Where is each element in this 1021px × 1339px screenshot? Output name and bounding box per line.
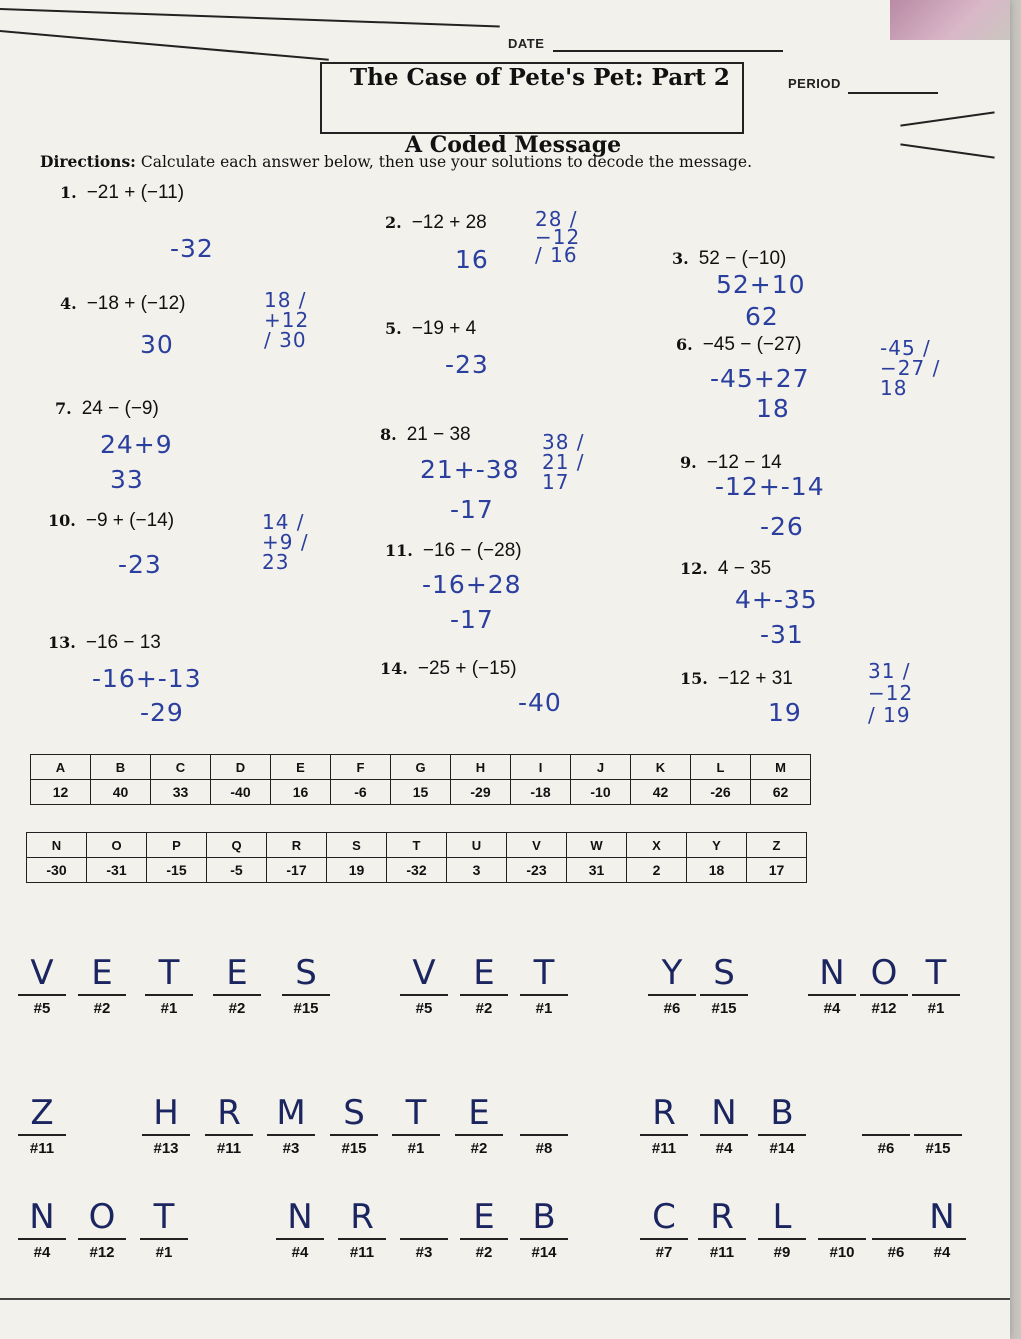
problem-ref-label: #8 [535, 1140, 553, 1157]
answer-letter: L [772, 1197, 792, 1237]
key-cell: K [631, 755, 691, 780]
work-11a: -16+28 [422, 570, 522, 599]
problem-ref-label: #3 [282, 1140, 300, 1157]
key-cell: U [447, 833, 507, 858]
work-1: -32 [170, 234, 214, 263]
answer-line [758, 1238, 806, 1240]
problem-ref-label: #5 [415, 1000, 433, 1017]
answer-line [700, 1134, 748, 1136]
problem-ref-label: #6 [663, 1000, 681, 1017]
problem-ref-label: #5 [33, 1000, 51, 1017]
key-cell: -40 [211, 780, 271, 805]
problem-ref-label: #4 [291, 1244, 309, 1261]
answer-letter: T [405, 1093, 427, 1133]
answer-blank[interactable] [78, 952, 126, 1017]
problem-ref-label: #12 [89, 1244, 115, 1261]
work-9a: -12+-14 [715, 472, 825, 501]
answer-letter: Z [30, 1093, 54, 1133]
answer-letter: S [343, 1093, 365, 1133]
date-label: DATE [508, 36, 545, 51]
answer-line [700, 994, 748, 996]
work-15-column: 31 / −12 / 19 [868, 659, 914, 727]
answer-blank[interactable] [18, 1196, 66, 1261]
answer-line [140, 1238, 188, 1240]
problem-ref-label: #1 [160, 1000, 178, 1017]
work-13b: -29 [140, 698, 184, 727]
answer-letter: T [533, 953, 555, 993]
key-cell: -15 [147, 858, 207, 883]
answer-blank[interactable] [862, 1092, 910, 1157]
answer-letter: T [153, 1197, 175, 1237]
key-cell: -29 [451, 780, 511, 805]
problem-ref-label: #1 [535, 1000, 553, 1017]
answer-line [205, 1134, 253, 1136]
problem-3: 3. 52 − (−10) [672, 248, 787, 269]
answer-line [520, 1238, 568, 1240]
answer-line [758, 1134, 806, 1136]
problem-2: 2. −12 + 28 [385, 212, 487, 233]
problem-8: 8. 21 − 38 [380, 424, 471, 445]
work-13a: -16+-13 [92, 664, 202, 693]
answer-line [460, 1238, 508, 1240]
answer-line [640, 1238, 688, 1240]
answer-blank[interactable] [213, 952, 261, 1017]
answer-blank[interactable] [872, 1196, 920, 1261]
answer-blank[interactable] [282, 952, 330, 1017]
answer-blank[interactable] [640, 1196, 688, 1261]
answer-line [808, 994, 856, 996]
problem-ref-label: #2 [470, 1140, 488, 1157]
answer-line [460, 994, 508, 996]
key-cell: O [87, 833, 147, 858]
key-cell: -23 [507, 858, 567, 883]
work-2: 16 [455, 245, 489, 274]
problem-ref-label: #4 [33, 1244, 51, 1261]
directions [40, 152, 1000, 172]
key-cell: -30 [27, 858, 87, 883]
answer-blank[interactable] [918, 1196, 966, 1261]
problem-ref-label: #11 [29, 1140, 55, 1157]
answer-line [267, 1134, 315, 1136]
key-cell: T [387, 833, 447, 858]
work-3b: 62 [745, 302, 779, 331]
answer-letter [914, 1092, 962, 1134]
page-title: The Case of Pete's Pet: Part 2 [350, 64, 730, 91]
key-cell: X [627, 833, 687, 858]
key-cell: H [451, 755, 511, 780]
key-cell: M [751, 755, 811, 780]
key-cell: G [391, 755, 451, 780]
work-6b: 18 [756, 394, 790, 423]
answer-letter: V [30, 953, 54, 993]
key-cell: -6 [331, 780, 391, 805]
work-15: 19 [768, 698, 802, 727]
answer-letter: E [226, 953, 248, 993]
problem-ref-label: #12 [871, 1000, 897, 1017]
key-cell: 33 [151, 780, 211, 805]
problem-ref-label: #2 [475, 1244, 493, 1261]
answer-blank[interactable] [700, 1092, 748, 1157]
work-10: -23 [118, 550, 162, 579]
problem-4: 4. −18 + (−12) [60, 293, 186, 314]
answer-line [276, 1238, 324, 1240]
answer-line [698, 1238, 746, 1240]
problem-ref-label: #7 [655, 1244, 673, 1261]
answer-letter: O [88, 1197, 116, 1237]
key-cell: -31 [87, 858, 147, 883]
answer-letter: N [287, 1197, 313, 1237]
answer-line [18, 994, 66, 996]
answer-letter: H [153, 1093, 179, 1133]
problem-10: 10. −9 + (−14) [48, 510, 175, 531]
answer-letter: N [29, 1197, 55, 1237]
problem-6: 6. −45 − (−27) [676, 334, 802, 355]
answer-blank[interactable] [520, 1196, 568, 1261]
problem-ref-label: #11 [709, 1244, 735, 1261]
answer-blank[interactable] [145, 952, 193, 1017]
answer-letter: R [217, 1093, 241, 1133]
key-cell: L [691, 755, 751, 780]
work-8a: 21+-38 [420, 455, 520, 484]
problem-ref-label: #1 [407, 1140, 425, 1157]
problem-ref-label: #15 [293, 1000, 319, 1017]
directions-label: Directions: [40, 152, 136, 171]
key-cell: 15 [391, 780, 451, 805]
answer-blank[interactable] [455, 1092, 503, 1157]
work-7b: 33 [110, 465, 144, 494]
work-2-column: 28 / −12 / 16 [535, 207, 581, 267]
problem-ref-label: #15 [711, 1000, 737, 1017]
problem-ref-label: #15 [341, 1140, 367, 1157]
work-4-column: 18 / +12 / 30 [264, 288, 310, 352]
answer-blank[interactable] [142, 1092, 190, 1157]
answer-blank[interactable] [648, 952, 696, 1017]
answer-line [872, 1238, 920, 1240]
answer-line [912, 994, 960, 996]
key-cell: Y [687, 833, 747, 858]
work-4: 30 [140, 330, 174, 359]
answer-letter: R [710, 1197, 734, 1237]
background-fabric [890, 0, 1010, 40]
problem-ref-label: #4 [933, 1244, 951, 1261]
answer-letter: E [91, 953, 113, 993]
key-cell: 40 [91, 780, 151, 805]
decoder-key-2 [26, 832, 807, 883]
answer-line [918, 1238, 966, 1240]
answer-line [282, 994, 330, 996]
key-cell: E [271, 755, 331, 780]
answer-letter [520, 1092, 568, 1134]
answer-blank[interactable] [78, 1196, 126, 1261]
answer-line [78, 994, 126, 996]
key-cell: -18 [511, 780, 571, 805]
answer-blank[interactable] [460, 1196, 508, 1261]
work-11b: -17 [450, 605, 494, 634]
answer-letter: N [711, 1093, 737, 1133]
answer-blank[interactable] [912, 952, 960, 1017]
key-cell: C [151, 755, 211, 780]
key-cell: 18 [687, 858, 747, 883]
problem-ref-label: #9 [773, 1244, 791, 1261]
problem-ref-label: #11 [349, 1244, 375, 1261]
work-3a: 52+10 [716, 270, 806, 299]
answer-letter: M [276, 1093, 306, 1133]
key-cell: D [211, 755, 271, 780]
answer-letter: E [473, 953, 495, 993]
problem-ref-label: #15 [925, 1140, 951, 1157]
answer-letter: S [713, 953, 735, 993]
answer-letter: R [652, 1093, 676, 1133]
key-cell: R [267, 833, 327, 858]
answer-letter: E [473, 1197, 495, 1237]
problem-ref-label: #14 [769, 1140, 795, 1157]
answer-letter: Y [661, 953, 683, 993]
key-cell: 3 [447, 858, 507, 883]
answer-line [330, 1134, 378, 1136]
answer-blank[interactable] [400, 1196, 448, 1261]
answer-blank[interactable] [520, 1092, 568, 1157]
answer-line [18, 1238, 66, 1240]
work-12b: -31 [760, 620, 804, 649]
answer-line [860, 994, 908, 996]
answer-blank[interactable] [758, 1092, 806, 1157]
key-cell: Q [207, 833, 267, 858]
answer-line [18, 1134, 66, 1136]
key-cell: J [571, 755, 631, 780]
answer-letter: C [652, 1197, 676, 1237]
problem-ref-label: #1 [155, 1244, 173, 1261]
problem-ref-label: #6 [887, 1244, 905, 1261]
work-14: -40 [518, 688, 562, 717]
answer-line [520, 1134, 568, 1136]
period-label: PERIOD [788, 76, 841, 91]
answer-letter: E [468, 1093, 490, 1133]
key-cell: 17 [747, 858, 807, 883]
key-cell: F [331, 755, 391, 780]
problem-ref-label: #11 [651, 1140, 677, 1157]
answer-letter: T [925, 953, 947, 993]
answer-line [338, 1238, 386, 1240]
answer-line [648, 994, 696, 996]
answer-letter [400, 1196, 448, 1238]
problem-11: 11. −16 − (−28) [385, 540, 522, 561]
answer-line [400, 1238, 448, 1240]
key-cell: S [327, 833, 387, 858]
problem-ref-label: #10 [829, 1244, 855, 1261]
problem-12: 12. 4 − 35 [680, 558, 772, 579]
key-cell: W [567, 833, 627, 858]
key-cell: N [27, 833, 87, 858]
answer-blank[interactable] [267, 1092, 315, 1157]
key-cell: -5 [207, 858, 267, 883]
key-cell: B [91, 755, 151, 780]
problem-ref-label: #4 [823, 1000, 841, 1017]
answer-letter: O [870, 953, 898, 993]
key-cell: I [511, 755, 571, 780]
answer-blank[interactable] [330, 1092, 378, 1157]
answer-letter [872, 1196, 920, 1238]
answer-blank[interactable] [205, 1092, 253, 1157]
answer-blank[interactable] [914, 1092, 962, 1157]
answer-line [145, 994, 193, 996]
problem-ref-label: #11 [216, 1140, 242, 1157]
problem-ref-label: #2 [475, 1000, 493, 1017]
key-cell: 2 [627, 858, 687, 883]
answer-line [392, 1134, 440, 1136]
answer-blank[interactable] [758, 1196, 806, 1261]
answer-blank[interactable] [276, 1196, 324, 1261]
problem-ref-label: #14 [531, 1244, 557, 1261]
answer-blank[interactable] [818, 1196, 866, 1261]
work-12a: 4+-35 [735, 585, 818, 614]
answer-line [818, 1238, 866, 1240]
problem-7: 7. 24 − (−9) [55, 398, 159, 419]
key-cell: -32 [387, 858, 447, 883]
answer-letter [818, 1196, 866, 1238]
work-9b: -26 [760, 512, 804, 541]
problem-ref-label: #4 [715, 1140, 733, 1157]
answer-line [455, 1134, 503, 1136]
key-cell: 19 [327, 858, 387, 883]
key-cell: 16 [271, 780, 331, 805]
answer-line [520, 994, 568, 996]
answer-blank[interactable] [140, 1196, 188, 1261]
key-cell: 42 [631, 780, 691, 805]
key-cell: 31 [567, 858, 627, 883]
date-line [553, 50, 783, 52]
work-6a: -45+27 [710, 364, 810, 393]
banner-line [900, 111, 994, 126]
key-cell: V [507, 833, 567, 858]
work-8b: -17 [450, 495, 494, 524]
problem-ref-label: #6 [877, 1140, 895, 1157]
answer-letter: R [350, 1197, 374, 1237]
problem-9: 9. −12 − 14 [680, 452, 782, 473]
answer-blank[interactable] [640, 1092, 688, 1157]
period-line [848, 92, 938, 94]
work-7a: 24+9 [100, 430, 173, 459]
answer-blank[interactable] [520, 952, 568, 1017]
work-8-column: 38 / 21 / 17 [542, 430, 585, 494]
key-cell: A [31, 755, 91, 780]
key-cell: 62 [751, 780, 811, 805]
problem-ref-label: #2 [93, 1000, 111, 1017]
answer-line [862, 1134, 910, 1136]
work-10-column: 14 / +9 / 23 [262, 510, 309, 574]
key-cell: P [147, 833, 207, 858]
answer-blank[interactable] [460, 952, 508, 1017]
answer-blank[interactable] [698, 1196, 746, 1261]
key-cell: -17 [267, 858, 327, 883]
answer-letter [862, 1092, 910, 1134]
banner-line [0, 8, 500, 27]
key-cell: Z [747, 833, 807, 858]
key-cell: -26 [691, 780, 751, 805]
answer-blank[interactable] [18, 1092, 66, 1157]
work-5: -23 [445, 350, 489, 379]
answer-blank[interactable] [808, 952, 856, 1017]
answer-blank[interactable] [338, 1196, 386, 1261]
problem-ref-label: #3 [415, 1244, 433, 1261]
key-cell: -10 [571, 780, 631, 805]
directions-text: Calculate each answer below, then use your solutions to decode the message. [140, 153, 753, 171]
problem-15: 15. −12 + 31 [680, 668, 793, 689]
answer-letter: V [412, 953, 436, 993]
problem-14: 14. −25 + (−15) [380, 658, 517, 679]
problem-ref-label: #1 [927, 1000, 945, 1017]
work-6-column: -45 / −27 / 18 [880, 336, 941, 400]
answer-line [213, 994, 261, 996]
answer-blank[interactable] [860, 952, 908, 1017]
problem-1: 1. −21 + (−11) [60, 182, 185, 203]
answer-letter: T [158, 953, 180, 993]
problem-ref-label: #13 [153, 1140, 179, 1157]
answer-line [78, 1238, 126, 1240]
answer-line [640, 1134, 688, 1136]
decoder-key-1 [30, 754, 811, 805]
problem-13: 13. −16 − 13 [48, 632, 161, 653]
answer-letter: B [770, 1093, 794, 1133]
answer-letter: B [532, 1197, 556, 1237]
problem-5: 5. −19 + 4 [385, 318, 477, 339]
answer-line [142, 1134, 190, 1136]
answer-blank[interactable] [392, 1092, 440, 1157]
answer-letter: N [929, 1197, 955, 1237]
answer-blank[interactable] [18, 952, 66, 1017]
answer-line [400, 994, 448, 996]
bottom-rule [0, 1298, 1010, 1300]
answer-blank[interactable] [400, 952, 448, 1017]
answer-blank[interactable] [700, 952, 748, 1017]
answer-letter: S [295, 953, 317, 993]
answer-line [914, 1134, 962, 1136]
page-subtitle: A Coded Message [405, 132, 622, 158]
answer-letter: N [819, 953, 845, 993]
key-cell: 12 [31, 780, 91, 805]
problem-ref-label: #2 [228, 1000, 246, 1017]
banner-line [0, 30, 329, 61]
